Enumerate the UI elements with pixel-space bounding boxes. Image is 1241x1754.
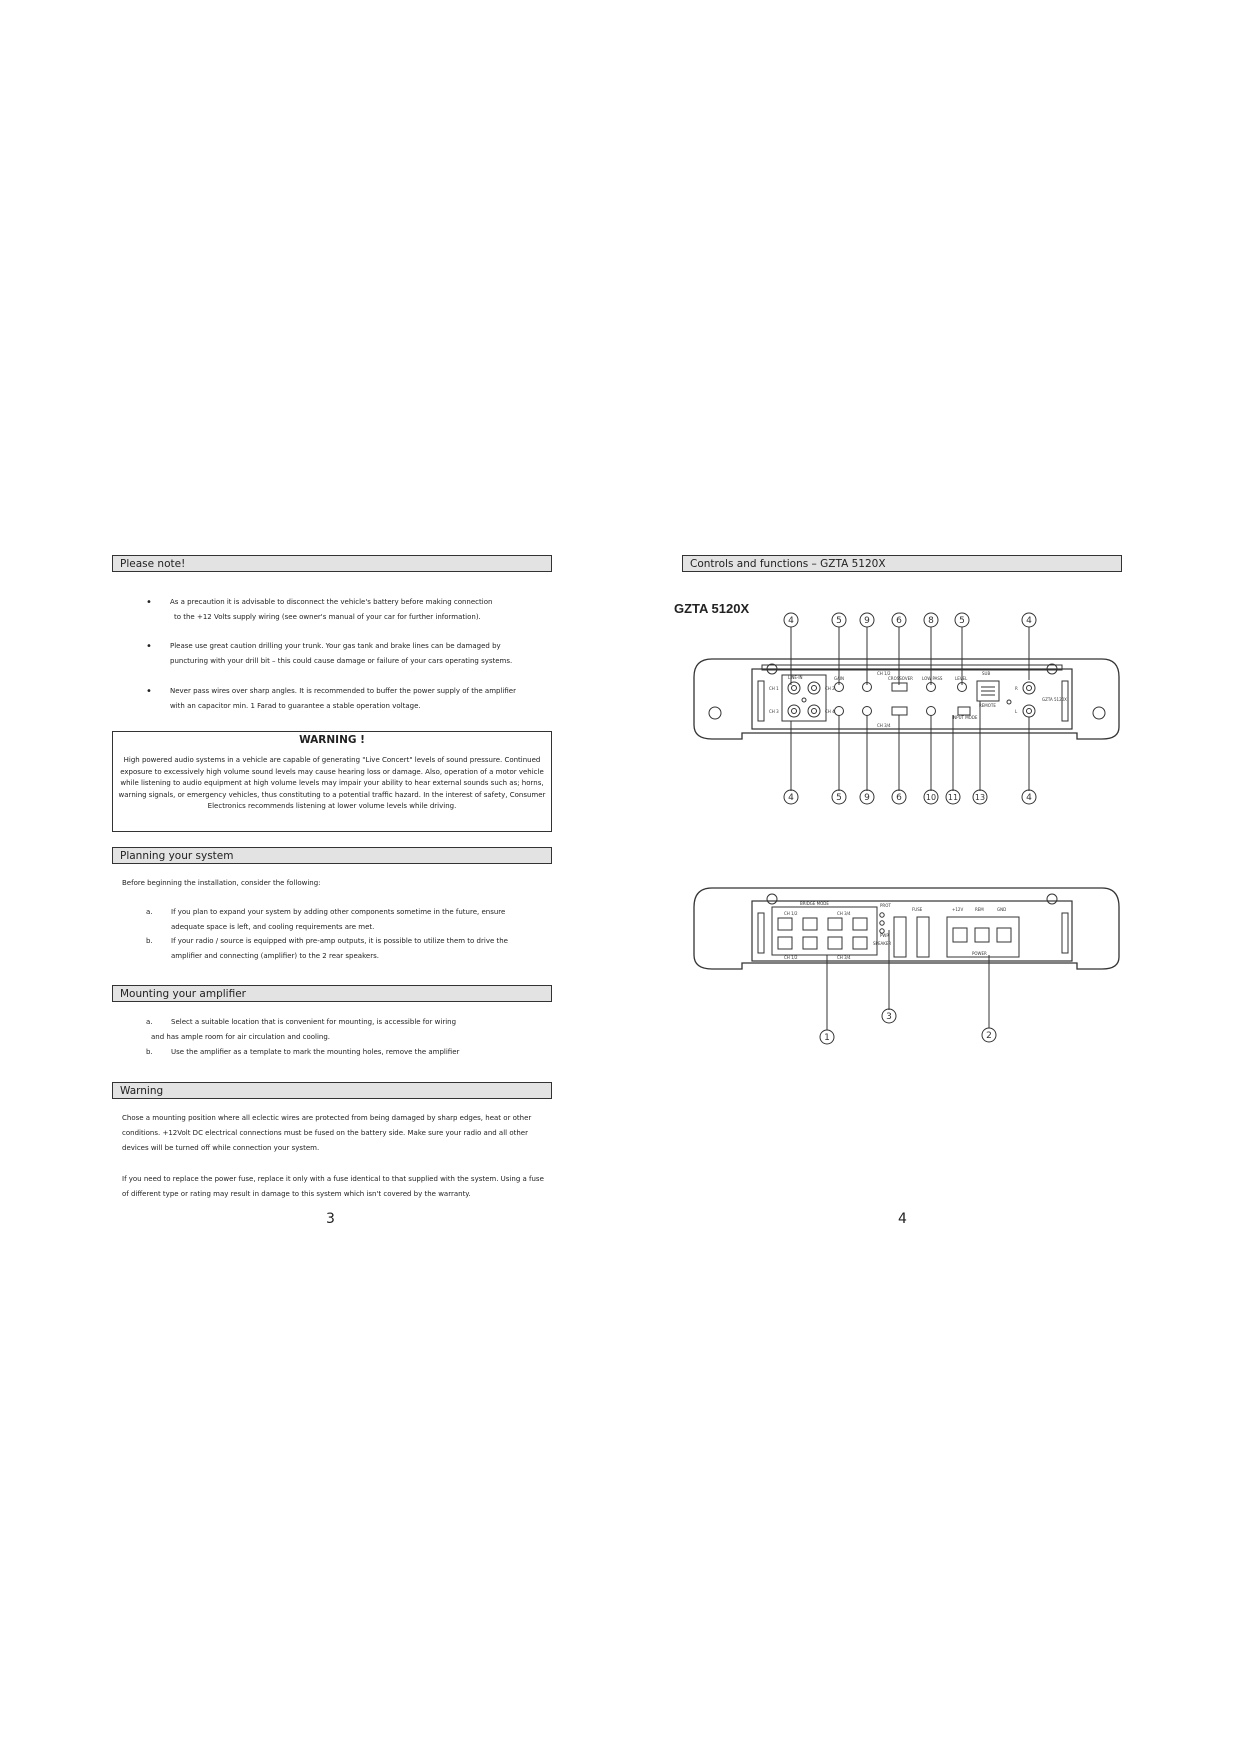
- mounting-header: Mounting your amplifier: [112, 985, 552, 1002]
- svg-text:5: 5: [959, 616, 965, 626]
- svg-text:6: 6: [896, 616, 902, 626]
- callout-bottom-7: [973, 790, 987, 804]
- svg-text:GND: GND: [997, 907, 1007, 912]
- callout-top-6: [955, 613, 969, 627]
- svg-text:CH 3/4: CH 3/4: [877, 723, 891, 728]
- model-title: GZTA 5120X: [674, 601, 750, 616]
- callout-bottom-5: [924, 790, 938, 804]
- svg-text:CH 3/4: CH 3/4: [837, 911, 851, 916]
- svg-text:10: 10: [925, 793, 937, 802]
- warning-header: Warning: [112, 1082, 552, 1099]
- svg-text:PWR: PWR: [880, 933, 890, 938]
- svg-text:11: 11: [947, 793, 959, 802]
- svg-text:CROSSOVER: CROSSOVER: [888, 676, 913, 681]
- callout-rear-1: [820, 1030, 834, 1044]
- svg-text:CH 1: CH 1: [769, 686, 779, 691]
- warning-body: High powered audio systems in a vehicle are capable of generating "Live Concert" levels of sound pressure. Continued exposure to excessively high volume sound levels may cause hearing loss or damage. Also, operation of a motor vehicle while listening to audio equipment at high volume levels may impair your ability to hear external sounds such as; horns, warning signals, or emergency vehicles, thus constituting to a potential traffic hazard. In the interest of safety, Consumer Electronics recommends listening at lower volume levels while driving.: [118, 756, 546, 810]
- callout-top-5: [924, 613, 938, 627]
- svg-text:2: 2: [986, 1031, 992, 1041]
- svg-text:BRIDGE MODE: BRIDGE MODE: [800, 901, 829, 906]
- svg-text:CH 3/4: CH 3/4: [837, 955, 851, 960]
- callout-top-3: [860, 613, 874, 627]
- svg-text:5: 5: [836, 616, 842, 626]
- please-note-header: Please note!: [112, 555, 552, 572]
- callout-bottom-6: [946, 790, 960, 804]
- svg-text:GZTA 5120X: GZTA 5120X: [1042, 697, 1067, 702]
- warning-title: WARNING !: [299, 734, 365, 746]
- bullet-icon: •: [146, 597, 152, 608]
- callout-bottom-4: [892, 790, 906, 804]
- warning-paragraph: Chose a mounting position where all eclectic wires are protected from being damaged by sharp edges, heat or other conditions. +12Volt DC electrical connections must be fused on the battery side. Make sure your radio and all other devices will be turned off while connection your system.: [122, 1114, 532, 1152]
- callout-top-1: [784, 613, 798, 627]
- warning-box: [112, 731, 552, 832]
- planning-header: Planning your system: [112, 847, 552, 864]
- svg-text:8: 8: [928, 616, 934, 626]
- svg-text:FUSE: FUSE: [912, 907, 923, 912]
- svg-text:CH 2: CH 2: [825, 686, 835, 691]
- callout-bottom-3: [860, 790, 874, 804]
- callout-top-7: [1022, 613, 1036, 627]
- svg-text:LINE-IN: LINE-IN: [788, 675, 803, 680]
- planning-intro: Before beginning the installation, consider the following:: [122, 879, 321, 887]
- page-number: 3: [326, 1211, 335, 1227]
- svg-text:POWER: POWER: [972, 951, 987, 956]
- svg-text:R: R: [1015, 686, 1018, 691]
- callout-top-2: [832, 613, 846, 627]
- svg-text:LEVEL: LEVEL: [955, 676, 968, 681]
- callout-top-4: [892, 613, 906, 627]
- svg-text:GAIN: GAIN: [834, 676, 845, 681]
- svg-text:INPUT MODE: INPUT MODE: [952, 715, 978, 720]
- svg-text:CH 1/2: CH 1/2: [784, 911, 798, 916]
- rear-panel-diagram: [672, 885, 1142, 1075]
- svg-text:REMOTE: REMOTE: [979, 703, 996, 708]
- callout-rear-3: [982, 1028, 996, 1042]
- svg-text:PROT: PROT: [880, 903, 891, 908]
- svg-text:LOW PASS: LOW PASS: [922, 676, 943, 681]
- controls-header: Controls and functions – GZTA 5120X: [682, 555, 1122, 572]
- callout-bottom-8: [1022, 790, 1036, 804]
- svg-text:CH 1/2: CH 1/2: [877, 671, 891, 676]
- svg-text:4: 4: [788, 616, 794, 626]
- svg-text:6: 6: [896, 793, 902, 803]
- svg-text:CH 3: CH 3: [769, 709, 779, 714]
- svg-text:1: 1: [824, 1033, 830, 1043]
- callout-rear-2: [882, 1009, 896, 1023]
- callout-bottom-1: [784, 790, 798, 804]
- svg-text:4: 4: [788, 793, 794, 803]
- svg-text:3: 3: [886, 1012, 892, 1022]
- fuse-paragraph: If you need to replace the power fuse, replace it only with a fuse identical to that supplied with the system. Using a fuse of different type or rating may result in damage to this system which isn't covered by the warranty.: [122, 1175, 544, 1198]
- callout-bottom-2: [832, 790, 846, 804]
- page-number: 4: [898, 1211, 907, 1227]
- svg-text:5: 5: [836, 793, 842, 803]
- front-panel-diagram: [672, 605, 1142, 815]
- bullet-icon: •: [146, 686, 152, 697]
- svg-text:13: 13: [974, 793, 986, 802]
- svg-text:SUB: SUB: [982, 671, 991, 676]
- svg-text:4: 4: [1026, 616, 1032, 626]
- svg-text:CH 4: CH 4: [825, 709, 835, 714]
- svg-text:9: 9: [864, 793, 870, 803]
- svg-text:SPEAKER: SPEAKER: [873, 941, 892, 946]
- svg-text:4: 4: [1026, 793, 1032, 803]
- svg-text:CH 1/2: CH 1/2: [784, 955, 798, 960]
- bullet-icon: •: [146, 641, 152, 652]
- svg-text:9: 9: [864, 616, 870, 626]
- svg-text:+12V: +12V: [952, 907, 964, 912]
- svg-text:REM: REM: [975, 907, 984, 912]
- svg-text:L: L: [1015, 709, 1018, 714]
